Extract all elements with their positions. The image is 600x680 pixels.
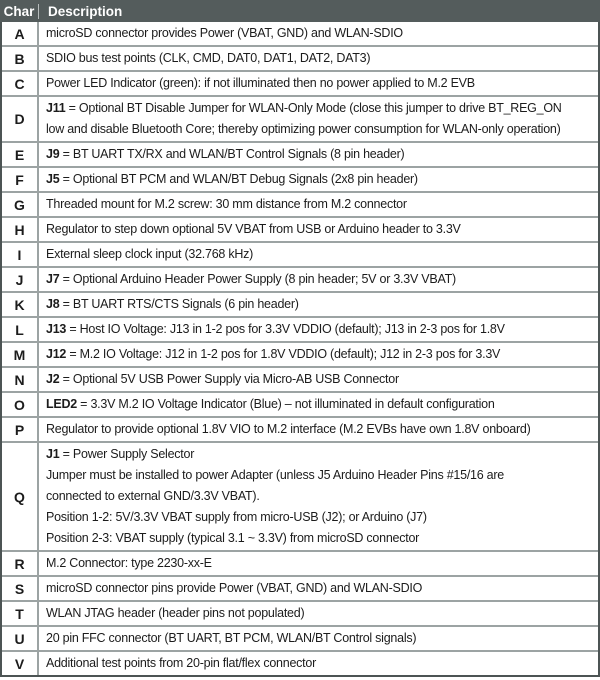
description-line: LED2 = 3.3V M.2 IO Voltage Indicator (Blue) – not illuminated in default configuration: [46, 397, 495, 411]
table-row: [2, 241, 598, 266]
char-cell: H: [2, 218, 39, 241]
description-line: Jumper must be installed to power Adapter (unless J5 Arduino Header Pins #15/16 are: [46, 468, 504, 482]
description-line: SDIO bus test points (CLK, CMD, DAT0, DAT1, DAT2, DAT3): [46, 51, 371, 65]
char-cell: M: [2, 343, 39, 366]
char-cell: V: [2, 652, 39, 675]
description-cell: [39, 72, 598, 95]
description-cell: [39, 193, 598, 216]
description-line: J8 = BT UART RTS/CTS Signals (6 pin header): [46, 297, 299, 311]
char-cell: G: [2, 193, 39, 216]
description-cell: [39, 22, 598, 45]
description-line: Threaded mount for M.2 screw: 30 mm distance from M.2 connector: [46, 197, 407, 211]
table-row: [2, 216, 598, 241]
description-cell: [39, 47, 598, 70]
table-row: [2, 70, 598, 95]
description-cell: [39, 443, 598, 550]
description-cell: [39, 268, 598, 291]
char-cell: Q: [2, 443, 39, 550]
description-cell: [39, 368, 598, 391]
table-row: [2, 316, 598, 341]
char-cell: F: [2, 168, 39, 191]
description-cell: [39, 393, 598, 416]
description-line: Regulator to provide optional 1.8V VIO to M.2 interface (M.2 EVBs have own 1.8V onboard): [46, 422, 531, 436]
description-cell: [39, 602, 598, 625]
table-row: [2, 366, 598, 391]
char-cell: K: [2, 293, 39, 316]
description-line: Additional test points from 20-pin flat/flex connector: [46, 656, 316, 670]
table-row: [2, 166, 598, 191]
table-row: [2, 291, 598, 316]
table-row: [2, 650, 598, 675]
char-cell: D: [2, 97, 39, 141]
description-line: J2 = Optional 5V USB Power Supply via Micro-AB USB Connector: [46, 372, 399, 386]
description-line: microSD connector pins provide Power (VBAT, GND) and WLAN-SDIO: [46, 581, 423, 595]
description-cell: [39, 652, 598, 675]
table-row: [2, 22, 598, 45]
char-cell: A: [2, 22, 39, 45]
description-line: J13 = Host IO Voltage: J13 in 1-2 pos for 3.3V VDDIO (default); J13 in 2-3 pos for 1.8V: [46, 322, 505, 336]
char-cell: S: [2, 577, 39, 600]
char-cell: U: [2, 627, 39, 650]
description-line: Power LED Indicator (green): if not illuminated then no power applied to M.2 EVB: [46, 76, 475, 90]
description-cell: [39, 418, 598, 441]
table-row: [2, 550, 598, 575]
description-line: J9 = BT UART TX/RX and WLAN/BT Control Signals (8 pin header): [46, 147, 405, 161]
description-cell: [39, 577, 598, 600]
description-cell: [39, 218, 598, 241]
char-cell: N: [2, 368, 39, 391]
table-row: [2, 600, 598, 625]
description-line: External sleep clock input (32.768 kHz): [46, 247, 254, 261]
char-cell: T: [2, 602, 39, 625]
description-line: microSD connector provides Power (VBAT, GND) and WLAN-SDIO: [46, 26, 403, 40]
char-cell: B: [2, 47, 39, 70]
description-line: connected to external GND/3.3V VBAT).: [46, 489, 260, 503]
table-row: [2, 416, 598, 441]
char-cell: E: [2, 143, 39, 166]
table-row: [2, 191, 598, 216]
table-row: [2, 575, 598, 600]
table-row: [2, 341, 598, 366]
description-line: J11 = Optional BT Disable Jumper for WLAN-Only Mode (close this jumper to drive BT_REG_ON: [46, 101, 562, 115]
table-body: [2, 22, 598, 675]
description-line: J5 = Optional BT PCM and WLAN/BT Debug Signals (2x8 pin header): [46, 172, 418, 186]
char-cell: C: [2, 72, 39, 95]
description-line: Position 2-3: VBAT supply (typical 3.1 ~ 3.3V) from microSD connector: [46, 531, 420, 545]
char-cell: J: [2, 268, 39, 291]
description-cell: [39, 318, 598, 341]
char-cell: O: [2, 393, 39, 416]
description-line: 20 pin FFC connector (BT UART, BT PCM, WLAN/BT Control signals): [46, 631, 417, 645]
table-row: [2, 95, 598, 141]
description-line: low and disable Bluetooth Core; thereby optimizing power consumption for WLAN-only operation): [46, 122, 561, 136]
description-line: WLAN JTAG header (header pins not populated): [46, 606, 305, 620]
description-line: J7 = Optional Arduino Header Power Supply (8 pin header; 5V or 3.3V VBAT): [46, 272, 456, 286]
table-row: [2, 141, 598, 166]
description-cell: [39, 243, 598, 266]
description-cell: [39, 293, 598, 316]
description-line: Position 1-2: 5V/3.3V VBAT supply from micro-USB (J2); or Arduino (J7): [46, 510, 427, 524]
table-header-row: [0, 0, 600, 22]
column-header-char: Char: [0, 4, 39, 19]
table-row: [2, 266, 598, 291]
char-cell: I: [2, 243, 39, 266]
table-row: [2, 45, 598, 70]
char-cell: R: [2, 552, 39, 575]
description-cell: [39, 168, 598, 191]
table-row: [2, 625, 598, 650]
description-line: Regulator to step down optional 5V VBAT from USB or Arduino header to 3.3V: [46, 222, 461, 236]
description-cell: [39, 143, 598, 166]
description-line: J12 = M.2 IO Voltage: J12 in 1-2 pos for 1.8V VDDIO (default); J12 in 2-3 pos for 3.3V: [46, 347, 501, 361]
table-row: [2, 391, 598, 416]
description-line: J1 = Power Supply Selector: [46, 447, 195, 461]
char-cell: P: [2, 418, 39, 441]
description-cell: [39, 627, 598, 650]
description-line: M.2 Connector: type 2230-xx-E: [46, 556, 212, 570]
description-cell: [39, 552, 598, 575]
description-cell: [39, 97, 598, 141]
char-cell: L: [2, 318, 39, 341]
description-cell: [39, 343, 598, 366]
table-row: [2, 441, 598, 550]
column-header-description: Description: [48, 3, 123, 19]
